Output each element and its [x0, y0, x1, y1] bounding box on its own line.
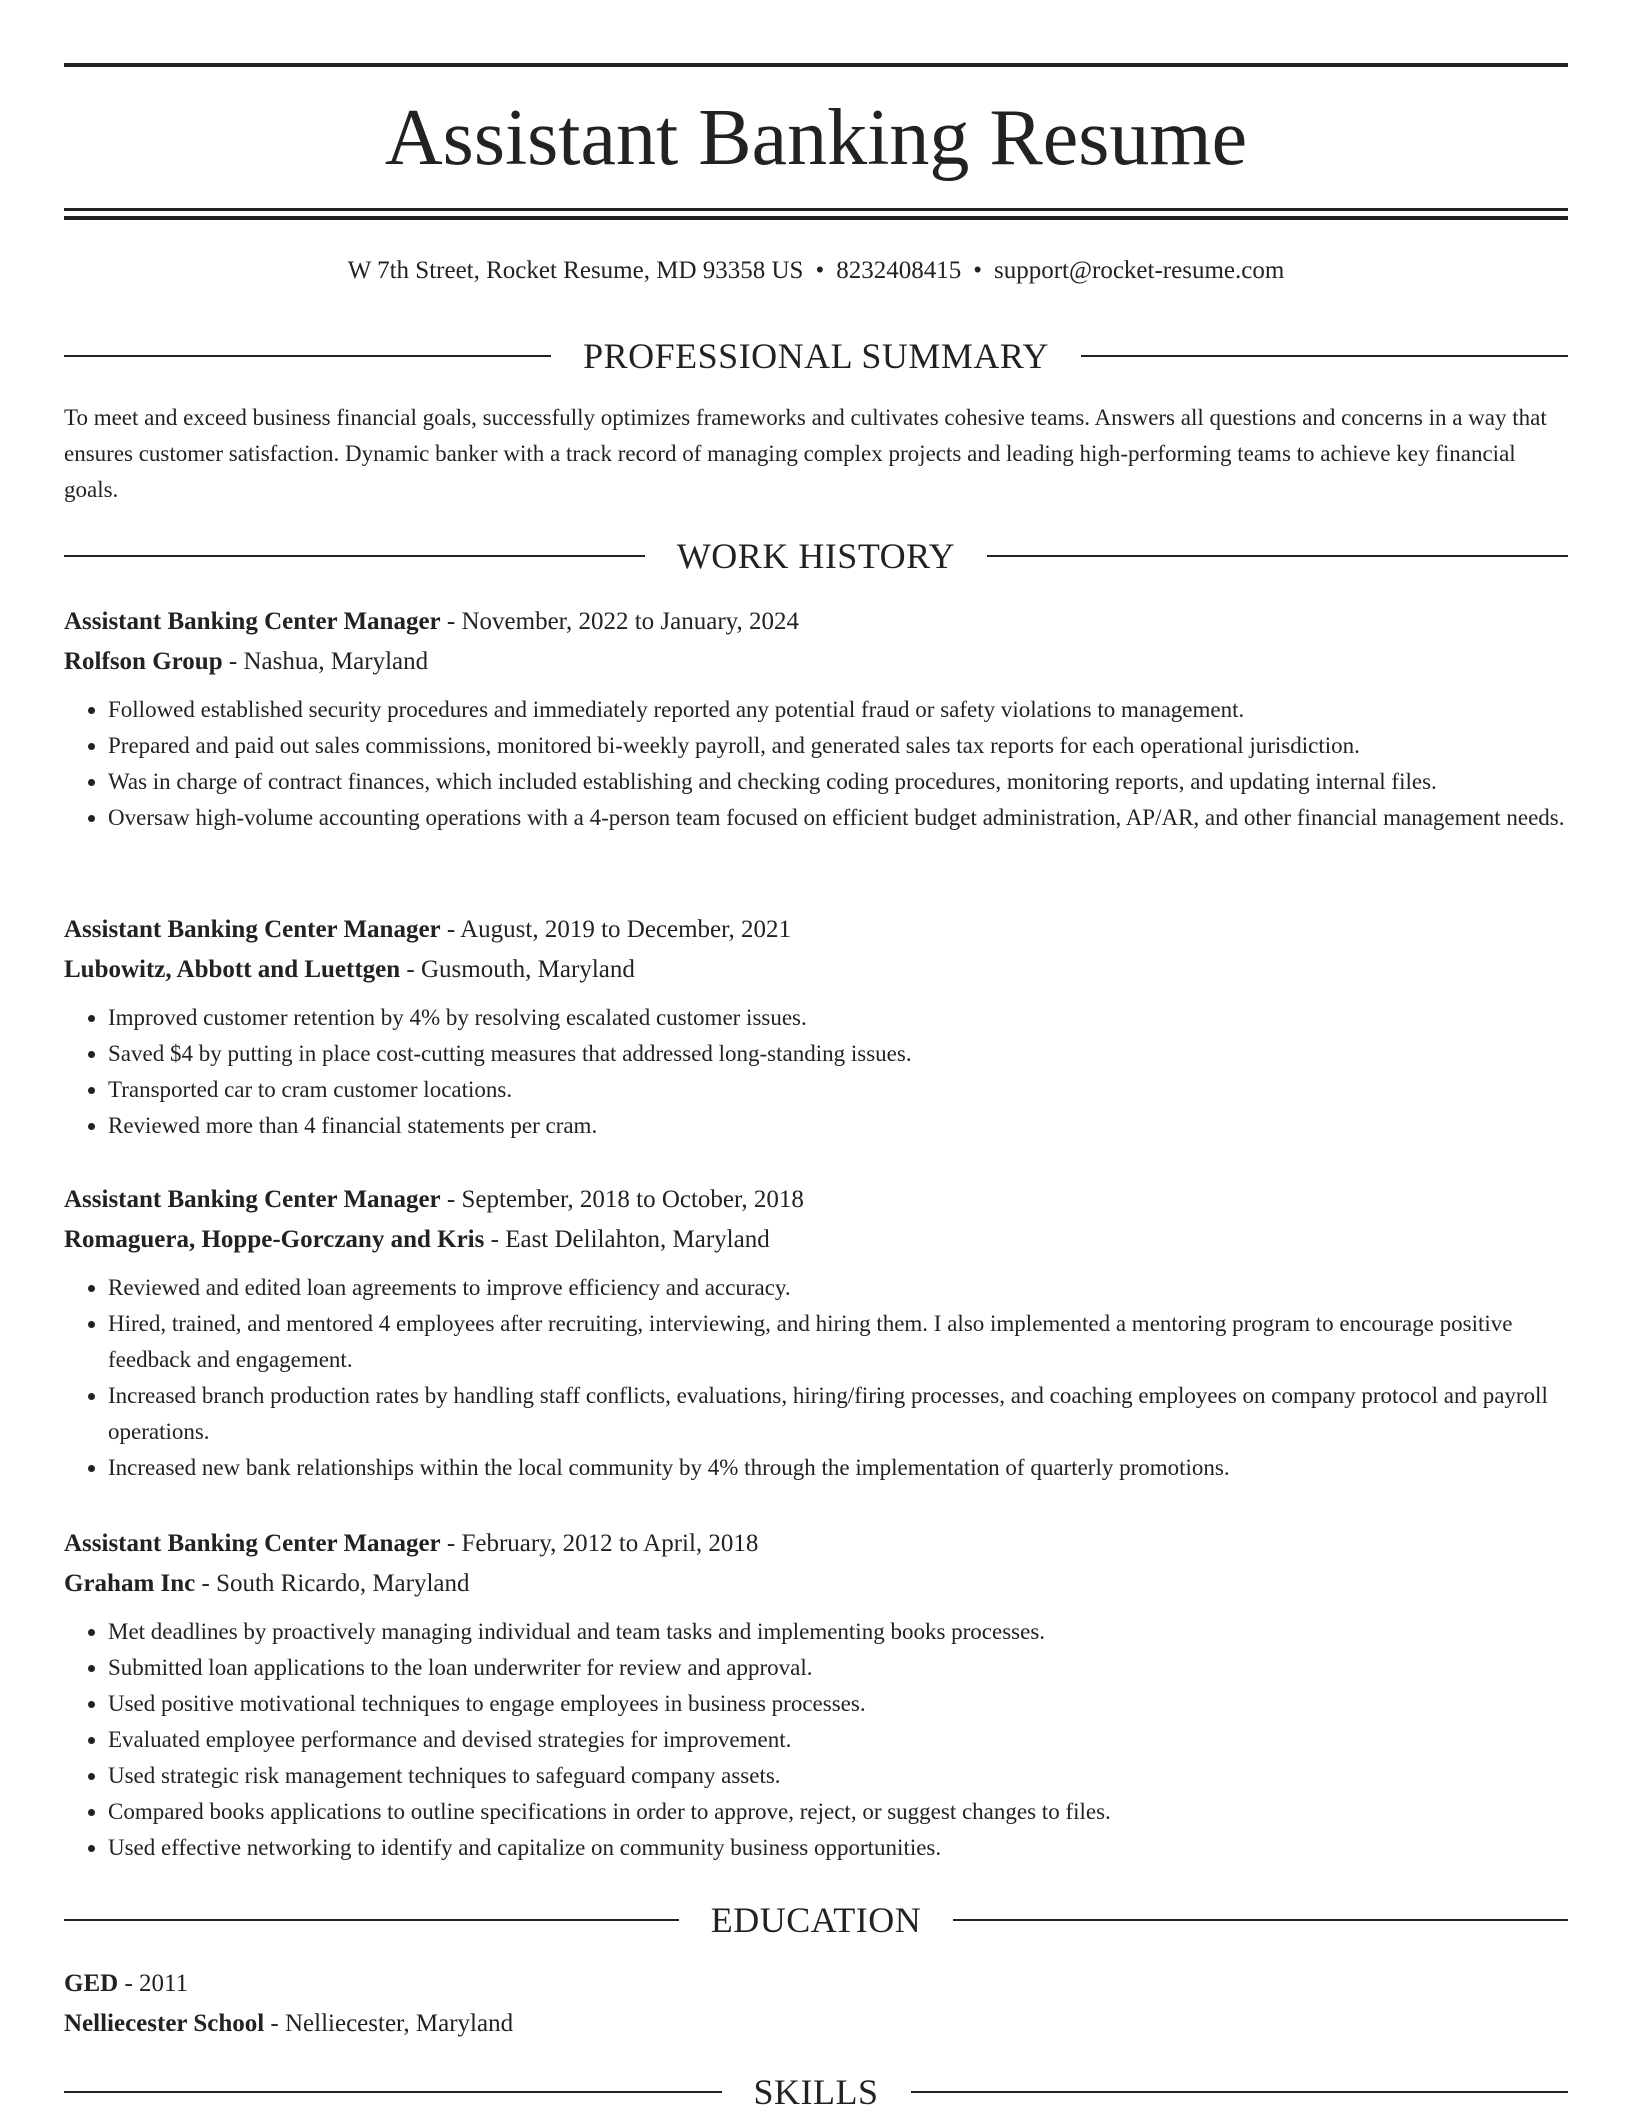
job-dates: February, 2012 to April, 2018	[461, 1530, 759, 1557]
heading-rule-left	[64, 355, 551, 357]
job-location: South Ricardo, Maryland	[216, 1570, 470, 1597]
title-rule-lower	[64, 216, 1568, 220]
job-bullet: • Transported car to cram customer locations.	[108, 1072, 1568, 1108]
job-bullets	[64, 1270, 1568, 1486]
contact-phone: 8232408415	[836, 257, 962, 284]
heading-rule-left	[64, 1919, 679, 1921]
job-bullet: • Met deadlines by proactively managing individual and team tasks and implementing books processes.	[108, 1614, 1568, 1650]
contact-address: W 7th Street, Rocket Resume, MD 93358 US	[347, 257, 804, 284]
contact-line	[64, 255, 1568, 287]
job-bullets	[64, 692, 1568, 836]
work-history-heading	[64, 534, 1568, 578]
education-school-line: Nelliecester School - Nelliecester, Maryland	[64, 2010, 514, 2037]
job-bullet: • Used effective networking to identify and capitalize on community business opportunities.	[108, 1830, 1568, 1866]
job-entry	[64, 1524, 1568, 1866]
job-company-line: Rolfson Group - Nashua, Maryland	[64, 648, 429, 675]
work-history-heading-text: WORK HISTORY	[676, 536, 956, 576]
job-bullet: • Saved $4 by putting in place cost-cutting measures that addressed long-standing issues.	[108, 1036, 1568, 1072]
job-title-line: Assistant Banking Center Manager - November, 2022 to January, 2024	[64, 608, 800, 635]
summary-text: To meet and exceed business financial goals, successfully optimizes frameworks and cultivates cohesive teams. Answers all questions and concerns in a way that ensures customer satisfaction. Dynamic banker with a track record of managing complex projects and leading high-performing teams to achieve key financial goals.	[64, 405, 1547, 502]
contact-separator: •	[973, 257, 982, 284]
summary-heading-text: PROFESSIONAL SUMMARY	[583, 336, 1049, 376]
job-bullet: • Compared books applications to outline specifications in order to approve, reject, or suggest changes to files.	[108, 1794, 1568, 1830]
education-degree-line: GED - 2011	[64, 1970, 189, 1997]
job-title: Assistant Banking Center Manager	[64, 1530, 441, 1557]
heading-rule-right	[1081, 355, 1568, 357]
job-bullet: • Oversaw high-volume accounting operations with a 4-person team focused on efficient budget administration, AP/AR, and other financial management needs.	[108, 800, 1568, 836]
heading-rule-left	[64, 2091, 722, 2093]
job-bullet: • Prepared and paid out sales commissions, monitored bi-weekly payroll, and generated sales tax reports for each operational jurisdiction.	[108, 728, 1568, 764]
job-bullet: • Submitted loan applications to the loan underwriter for review and approval.	[108, 1650, 1568, 1686]
job-bullet: • Reviewed and edited loan agreements to improve efficiency and accuracy.	[108, 1270, 1568, 1306]
job-bullet: • Improved customer retention by 4% by resolving escalated customer issues.	[108, 1000, 1568, 1036]
job-bullet: • Increased branch production rates by handling staff conflicts, evaluations, hiring/firing processes, and coaching employees on company protocol and payroll operations.	[108, 1378, 1568, 1450]
education-entry	[64, 1964, 1568, 2044]
resume-title: Assistant Banking Resume	[384, 94, 1248, 182]
job-entry	[64, 1180, 1568, 1486]
education-degree: GED	[64, 1970, 119, 1997]
job-bullet: • Reviewed more than 4 financial statements per cram.	[108, 1108, 1568, 1144]
job-title-line: Assistant Banking Center Manager - August, 2019 to December, 2021	[64, 916, 791, 943]
job-company-line: Lubowitz, Abbott and Luettgen - Gusmouth, Maryland	[64, 956, 635, 983]
job-location: Gusmouth, Maryland	[421, 956, 635, 983]
job-company: Rolfson Group	[64, 648, 223, 675]
job-company-line: Graham Inc - South Ricardo, Maryland	[64, 1570, 470, 1597]
heading-rule-right	[953, 1919, 1568, 1921]
job-title: Assistant Banking Center Manager	[64, 1186, 441, 1213]
job-bullet: • Followed established security procedures and immediately reported any potential fraud or safety violations to management.	[108, 692, 1568, 728]
education-school: Nelliecester School	[64, 2010, 265, 2037]
education-heading-text: EDUCATION	[710, 1900, 922, 1940]
job-bullet: • Increased new bank relationships within the local community by 4% through the implementation of quarterly promotions.	[108, 1450, 1568, 1486]
job-entry	[64, 602, 1568, 836]
job-company: Lubowitz, Abbott and Luettgen	[64, 956, 401, 983]
job-company: Romaguera, Hoppe-Gorczany and Kris	[64, 1226, 485, 1253]
job-dates: November, 2022 to January, 2024	[461, 608, 800, 635]
job-bullet: • Was in charge of contract finances, which included establishing and checking coding procedures, monitoring reports, and updating internal files.	[108, 764, 1568, 800]
job-bullet: • Used positive motivational techniques to engage employees in business processes.	[108, 1686, 1568, 1722]
heading-rule-right	[987, 555, 1568, 557]
skills-heading	[64, 2070, 1568, 2114]
job-title-line: Assistant Banking Center Manager - February, 2012 to April, 2018	[64, 1530, 759, 1557]
job-company-line: Romaguera, Hoppe-Gorczany and Kris - East Delilahton, Maryland	[64, 1226, 770, 1253]
skills-heading-text: SKILLS	[753, 2072, 879, 2112]
job-title: Assistant Banking Center Manager	[64, 916, 441, 943]
job-bullet: • Evaluated employee performance and devised strategies for improvement.	[108, 1722, 1568, 1758]
job-bullet: • Used strategic risk management techniques to safeguard company assets.	[108, 1758, 1568, 1794]
education-heading	[64, 1898, 1568, 1942]
job-bullet: • Hired, trained, and mentored 4 employees after recruiting, interviewing, and hiring them. I also implemented a mentoring program to encourage positive feedback and engagement.	[108, 1306, 1568, 1378]
summary-heading	[64, 334, 1568, 378]
heading-rule-left	[64, 555, 645, 557]
job-title-line: Assistant Banking Center Manager - September, 2018 to October, 2018	[64, 1186, 804, 1213]
heading-rule-right	[911, 2091, 1569, 2093]
job-location: East Delilahton, Maryland	[505, 1226, 770, 1253]
job-dates: September, 2018 to October, 2018	[461, 1186, 804, 1213]
job-bullets	[64, 1000, 1568, 1144]
job-bullets	[64, 1614, 1568, 1866]
education-location: Nelliecester, Maryland	[285, 2010, 514, 2037]
job-company: Graham Inc	[64, 1570, 196, 1597]
job-entry	[64, 910, 1568, 1144]
title-rule-upper	[64, 208, 1568, 211]
contact-email: support@rocket-resume.com	[993, 257, 1285, 284]
top-rule	[64, 63, 1568, 67]
job-location: Nashua, Maryland	[243, 648, 429, 675]
job-title: Assistant Banking Center Manager	[64, 608, 441, 635]
education-year: 2011	[139, 1970, 189, 1997]
contact-separator: •	[815, 257, 825, 284]
job-dates: August, 2019 to December, 2021	[460, 916, 791, 943]
